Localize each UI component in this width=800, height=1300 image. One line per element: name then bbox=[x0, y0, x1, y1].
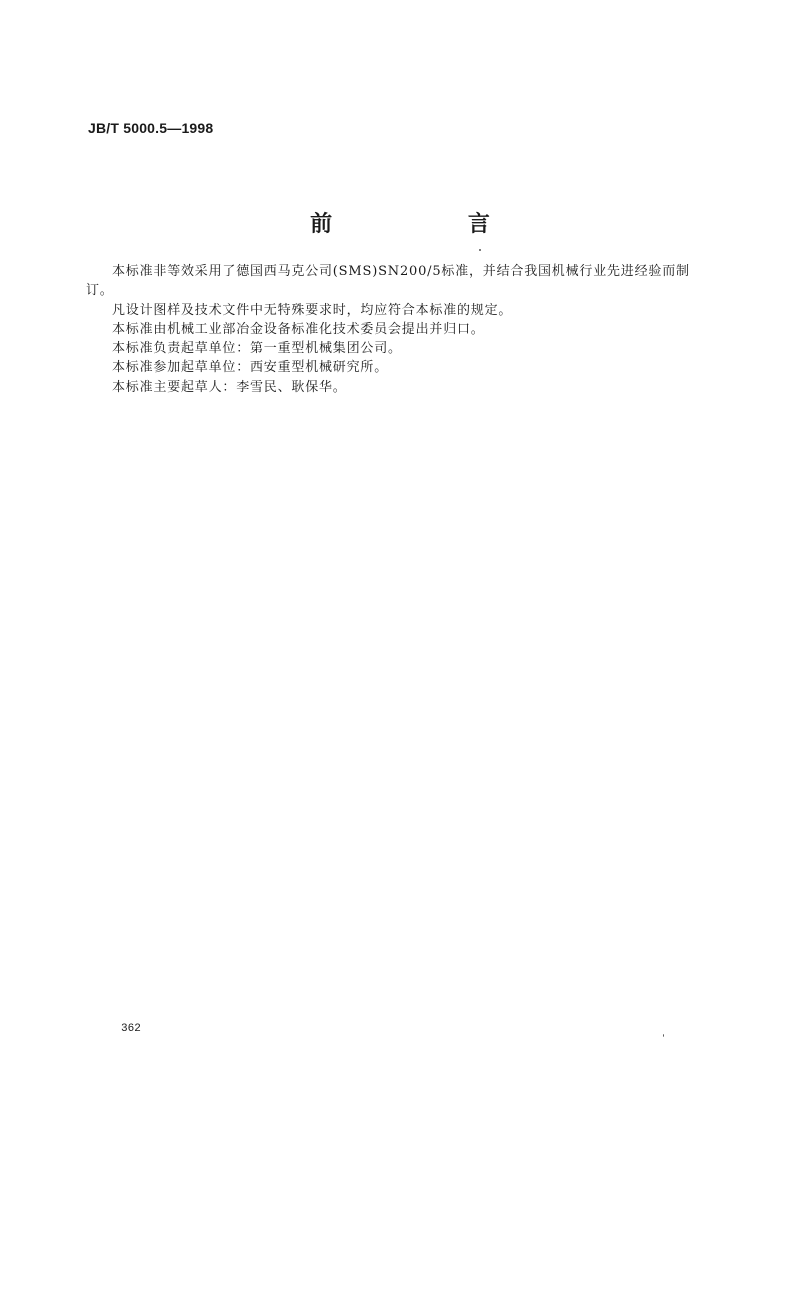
paragraph: 本标准非等效采用了德国西马克公司(SMS)SN200/5标准，并结合我国机械行业先进经验而制订。 bbox=[86, 264, 690, 299]
page-number: 362 bbox=[121, 1023, 141, 1035]
paragraph: 本标准参加起草单位：西安重型机械研究所。 bbox=[112, 360, 389, 376]
scan-speck bbox=[479, 249, 481, 251]
scan-speck bbox=[663, 1034, 664, 1037]
paragraph: 本标准负责起草单位：第一重型机械集团公司。 bbox=[112, 341, 402, 357]
foreword-body bbox=[86, 262, 711, 397]
paragraph: 凡设计图样及技术文件中无特殊要求时，均应符合本标准的规定。 bbox=[112, 302, 513, 318]
paragraph: 本标准由机械工业部冶金设备标准化技术委员会提出并归口。 bbox=[112, 321, 485, 337]
page-title: 前 言 bbox=[310, 212, 554, 237]
paragraph: 本标准主要起草人：李雪民、耿保华。 bbox=[112, 379, 347, 395]
standard-code: JB/T 5000.5—1998 bbox=[88, 120, 214, 136]
